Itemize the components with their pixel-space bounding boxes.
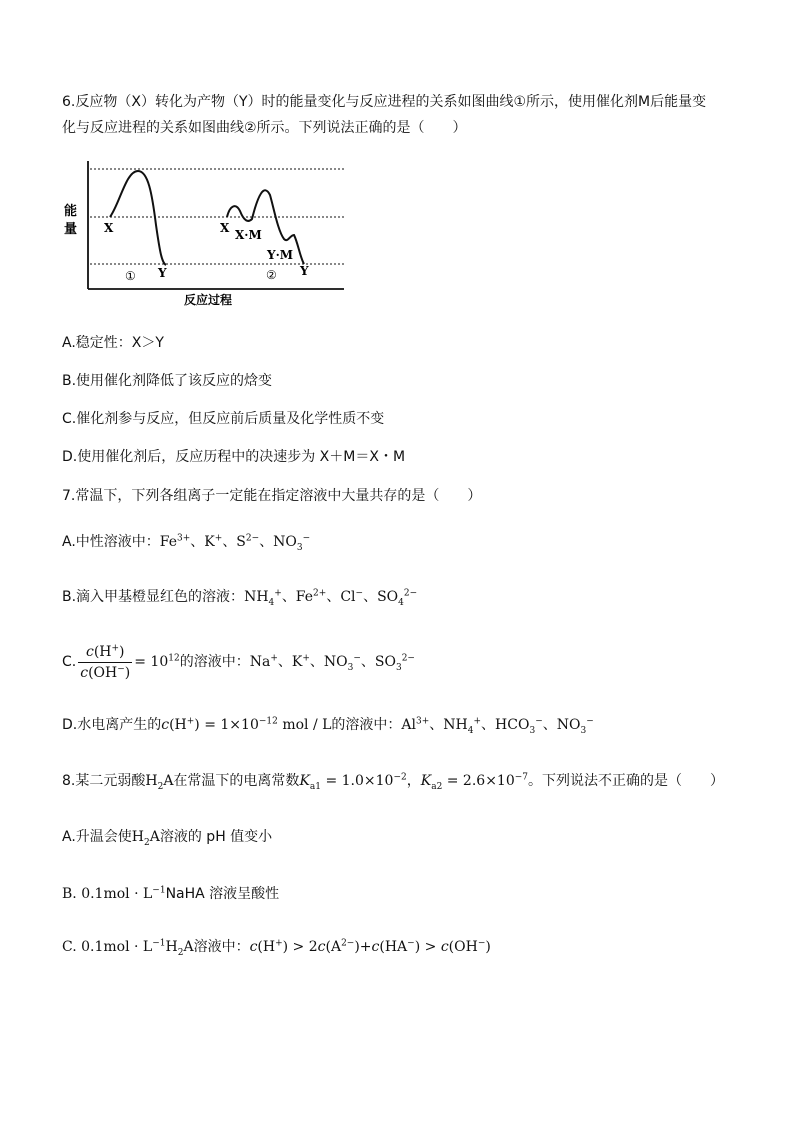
q8-ka2: = 2.6×10: [446, 773, 515, 789]
q7-b-prefix: B.滴入甲基橙显红色的溶液：: [62, 589, 245, 605]
q7-option-a: A.中性溶液中：$Fe^{3+}$、K+、$S^{2-}$、$NO_3^-$: [62, 533, 311, 553]
q8-stem: 8.某二元弱酸$H_2A$在常温下的电离常数$K_{a1} = 1.0\times 10^{-2}$，$K_{a2} = 2.6\times 10^{-7}$。下列说法不正确的是（ ）: [62, 772, 725, 792]
ylabel-char1: 能: [64, 204, 78, 219]
q8-stem-suffix: 。下列说法不正确的是（ ）: [528, 773, 725, 789]
q6-stem-line1: 6.反应物（X）转化为产物（Y）时的能量变化与反应进程的关系如图曲线①所示，使用催化剂M后能量变: [62, 94, 707, 110]
curve1-mark: ①: [125, 269, 136, 283]
q8-c-mid: 溶液中：: [193, 939, 250, 955]
ylabel-char2: 量: [64, 222, 78, 237]
q8-stem-prefix: 8.某二元弱酸: [62, 773, 146, 789]
q6-option-b: B.使用催化剂降低了该反应的焓变: [62, 373, 273, 389]
q7-option-c: C. $\frac{c(H^+)}{c(OH^-)}$ = $10^{12}$的溶液中：Na+、K+、$NO_3^-$、$SO_3^{2-}$: [62, 642, 415, 681]
concentration-ratio: $\frac{c(H^+)}{c(OH^-)}$: [80, 642, 131, 681]
xlabel: 反应过程: [184, 293, 233, 307]
q7-d-eq: = 1×10: [204, 717, 259, 733]
q8-b-suffix: NaHA 溶液呈酸性: [165, 886, 280, 902]
curve-1: [110, 171, 166, 265]
q7-option-b: B.滴入甲基橙显红色的溶液：$NH_4^+$、$Fe^{2+}$、Cl−、$SO_4^{2-}$: [62, 588, 418, 608]
q7-d-suffix: 的溶液中：: [331, 717, 402, 733]
label-y2: Y: [300, 264, 309, 278]
q6-option-a: A.稳定性：X＞Y: [62, 335, 164, 351]
q8-option-a: A.升温会使$H_2A$溶液的 pH 值变小: [62, 829, 273, 848]
q8-b-text: B. 0.1mol · L: [62, 886, 153, 902]
q7-d-prefix: D.水电离产生的: [62, 717, 162, 733]
q7-c-prefix: C.: [62, 654, 77, 670]
q8-ka1-exp: −2: [393, 772, 407, 783]
q8-ka1: = 1.0×10: [325, 773, 394, 789]
q8-ka2-exp: −7: [514, 772, 529, 783]
q7-a-prefix: A.中性溶液中：: [62, 534, 160, 550]
q8-c-prefix: C. 0.1mol · L: [62, 939, 153, 955]
label-ym: Y·M: [267, 248, 294, 262]
q8-option-c: C. $0.1mol \cdot L^{-1}H_2A$溶液中：$c(H^+) > 2c(A^{2-})+c(HA^-) > c(OH^-)$: [62, 938, 491, 958]
label-xm: X·M: [235, 228, 262, 242]
label-x1: X: [104, 221, 114, 235]
q7-d-exp: −12: [258, 716, 278, 727]
curve2-mark: ②: [266, 268, 277, 282]
q8-a-prefix: A.升温会使: [62, 829, 132, 845]
q7-option-d: D.水电离产生的$c(H^+) = 1\times 10^{-12}$ mol / L的溶液中：$Al^{3+}$、$NH_4^+$、$HCO_3^-$、$NO_3^-$: [62, 716, 594, 736]
q6-option-d: D.使用催化剂后，反应历程中的决速步为 X＋M＝X・M: [62, 449, 406, 465]
q6-option-c: C.催化剂参与反应，但反应前后质量及化学性质不变: [62, 411, 385, 427]
q6-stem-line2: 化与反应进程的关系如图曲线②所示。下列说法正确的是（ ）: [62, 120, 467, 136]
q7-c-suffix: 的溶液中：: [179, 654, 250, 670]
label-y1: Y: [158, 266, 167, 280]
q7-d-unit: mol / L: [282, 717, 332, 733]
q7-stem: 7.常温下，下列各组离子一定能在指定溶液中大量共存的是（ ）: [62, 488, 482, 504]
label-x2: X: [220, 221, 230, 235]
q8-option-b: B. $0.1mol \cdot L^{-1}NaHA$ 溶液呈酸性: [62, 885, 280, 902]
q7-c-exp: 12: [168, 653, 180, 664]
q7-c-eq: = 10: [134, 654, 169, 670]
q8-stem-mid: 在常温下的电离常数: [173, 773, 300, 789]
q8-a-text: 溶液的 pH 值变小: [159, 829, 273, 845]
energy-diagram: [62, 153, 352, 308]
